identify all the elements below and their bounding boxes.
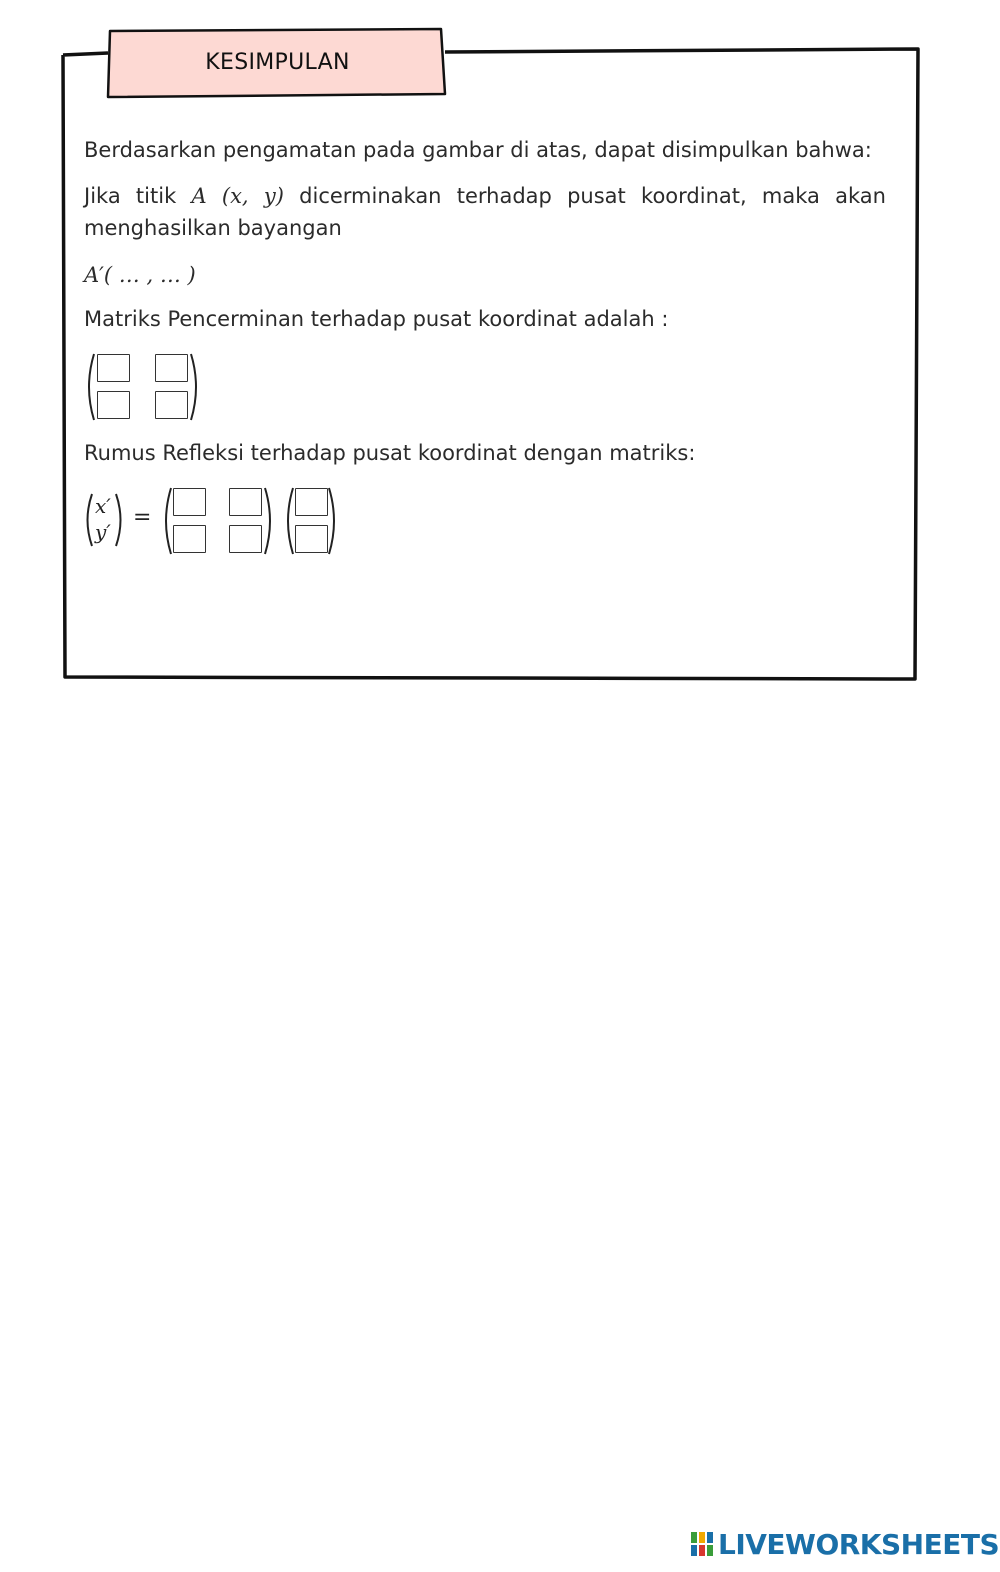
card-frame [0,0,1000,700]
formula-vector-left-paren [281,486,295,556]
vector-right-paren [114,492,126,548]
logo-text: LIVEWORKSHEETS [718,1527,1000,1561]
statement-part-3: menghasilkan bayangan [84,216,342,240]
intro-text: Berdasarkan pengamatan pada gambar di atas, dapat disimpulkan bahwa: [84,138,872,162]
matrix-left-paren [82,352,96,422]
formula-matrix-right-paren [263,486,277,556]
formula-v1-input[interactable] [296,489,327,515]
statement-part-2: dicerminakan terhadap pusat koordinat, maka akan [299,184,886,208]
formula-v2-input[interactable] [296,526,327,552]
point-a: A (x, y) [191,184,284,208]
matrix-a22-input[interactable] [156,392,187,418]
matrix-a11-input[interactable] [98,355,129,381]
formula-b12-input[interactable] [230,489,261,515]
liveworksheets-logo[interactable] [690,1527,999,1561]
formula-heading: Rumus Refleksi terhadap pusat koordinat dengan matriks: [84,441,696,465]
formula-matrix-left-paren [159,486,173,556]
formula-b11-box[interactable] [173,488,206,516]
formula-b21-box[interactable] [173,525,206,553]
matrix-right-paren [189,352,203,422]
y-prime: y′ [95,520,111,544]
formula-b12-box[interactable] [229,488,262,516]
matrix-a21-box[interactable] [97,391,130,419]
reflection-statement [84,180,886,212]
matrix-heading: Matriks Pencerminan terhadap pusat koordinat adalah : [84,307,669,331]
liveworksheets-logo-icon [690,1531,714,1557]
formula-v2-box[interactable] [295,525,328,553]
formula-b21-input[interactable] [174,526,205,552]
x-prime: x′ [95,494,111,518]
formula-b22-box[interactable] [229,525,262,553]
matrix-a12-box[interactable] [155,354,188,382]
card-title: KESIMPULAN [205,49,350,75]
formula-vector-right-paren [327,486,341,556]
matrix-a11-box[interactable] [97,354,130,382]
formula-b22-input[interactable] [230,526,261,552]
formula-v1-box[interactable] [295,488,328,516]
image-point: A′( … , … ) [84,263,196,287]
matrix-a21-input[interactable] [98,392,129,418]
formula-b11-input[interactable] [174,489,205,515]
vector-left-paren [82,492,94,548]
equals-sign: = [133,505,152,530]
statement-part-1: Jika titik [84,184,177,208]
matrix-a22-box[interactable] [155,391,188,419]
matrix-a12-input[interactable] [156,355,187,381]
